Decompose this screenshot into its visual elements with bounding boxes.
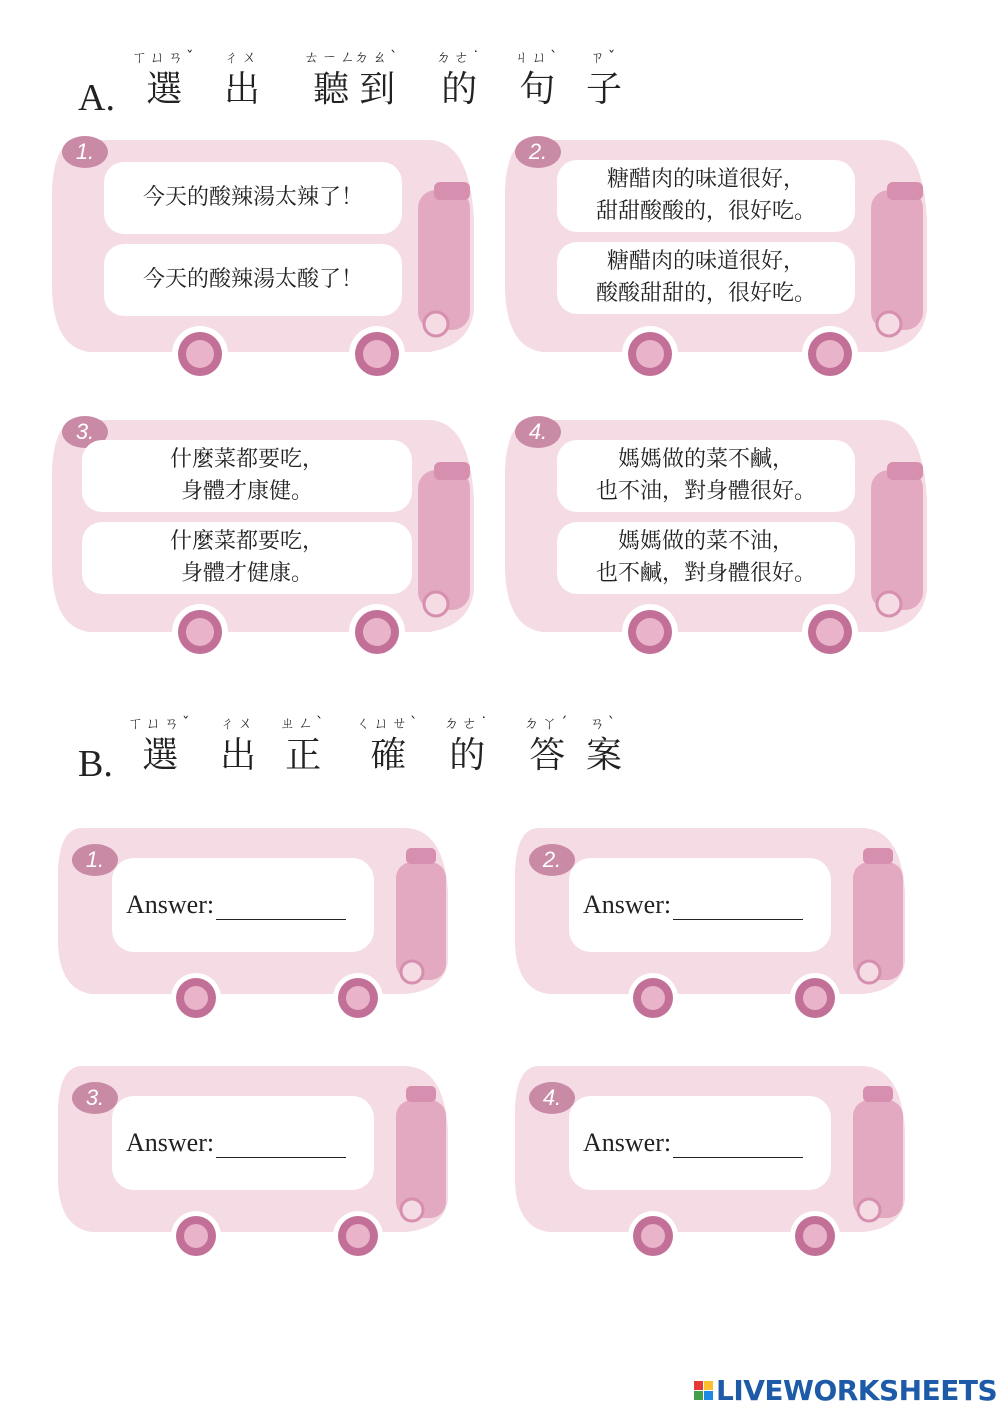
option-text: 糖醋肉的味道很好， 甜甜酸酸的，很好吃。 [595, 167, 816, 224]
question-number-badge: 1. [62, 136, 108, 168]
zhuyin: ㄉㄜ˙ [436, 48, 483, 66]
title-word [132, 46, 197, 112]
answer-card-b3 [56, 1060, 456, 1270]
option-text: 什麼菜都要吃， 身體才健康。 [169, 529, 324, 586]
zhuyin: ㄒㄩㄢˇ [132, 48, 197, 66]
option-1[interactable] [557, 160, 855, 232]
option-2[interactable] [104, 244, 402, 316]
question-number-badge: 4. [515, 416, 561, 448]
section-letter: A. [78, 77, 115, 119]
option-1[interactable] [557, 440, 855, 512]
answer-label: Answer: [126, 1128, 215, 1157]
title-word [514, 46, 561, 112]
answer-card-b4 [513, 1060, 913, 1270]
hanzi: 正 [285, 735, 322, 776]
zhuyin: ㄑㄩㄝˋ [356, 714, 421, 732]
hanzi: 選 [142, 735, 179, 776]
hanzi: 聽 [313, 69, 350, 110]
answer-box [569, 1096, 831, 1190]
title-word [586, 712, 622, 778]
answer-input[interactable] [673, 891, 803, 920]
answer-input[interactable] [216, 891, 346, 920]
zhuyin: ㄉㄠˋ [354, 48, 401, 66]
option-1[interactable] [104, 162, 402, 234]
hanzi: 出 [224, 69, 261, 110]
hanzi: 句 [519, 69, 556, 110]
hanzi: 的 [449, 735, 486, 776]
option-text: 媽媽做的菜不鹹， 也不油，對身體很好。 [595, 447, 816, 504]
option-2[interactable] [557, 242, 855, 314]
title-word [356, 712, 421, 778]
option-1[interactable] [82, 440, 412, 512]
hanzi: 的 [441, 69, 478, 110]
answer-input[interactable] [673, 1129, 803, 1158]
answer-box [112, 1096, 374, 1190]
zhuyin: ㄢˋ [589, 714, 619, 732]
liveworksheets-logo [694, 1374, 997, 1407]
option-2[interactable] [557, 522, 855, 594]
title-word [436, 46, 483, 112]
question-card-a1 [50, 130, 480, 390]
title-word [354, 46, 401, 112]
zhuyin: ㄉㄜ˙ [444, 714, 491, 732]
answer-label: Answer: [126, 890, 215, 919]
title-word [444, 712, 491, 778]
hanzi: 到 [359, 69, 396, 110]
title-word [524, 712, 571, 778]
answer-card-b2 [513, 822, 913, 1032]
hanzi: 案 [586, 735, 623, 776]
question-number-badge: 1. [72, 844, 118, 876]
hanzi: 答 [529, 735, 566, 776]
zhuyin: ㄗˇ [589, 48, 619, 66]
option-text: 媽媽做的菜不油， 也不鹹，對身體很好。 [595, 529, 816, 586]
zhuyin: ㄓㄥˋ [280, 714, 327, 732]
title-word [220, 712, 256, 778]
zhuyin: ㄊㄧㄥ [304, 48, 359, 66]
answer-box [112, 858, 374, 952]
question-number-badge: 2. [529, 844, 575, 876]
logo-text: LIVEWORKSHEETS [716, 1374, 998, 1407]
zhuyin: ㄐㄩˋ [514, 48, 561, 66]
hanzi: 選 [146, 69, 183, 110]
title-word [586, 46, 622, 112]
question-card-a4 [503, 410, 933, 670]
question-number-badge: 4. [529, 1082, 575, 1114]
section-letter: B. [78, 743, 113, 785]
option-2[interactable] [82, 522, 412, 594]
zhuyin: ㄒㄩㄢˇ [128, 714, 193, 732]
hanzi: 出 [220, 735, 257, 776]
question-number-badge: 3. [72, 1082, 118, 1114]
zhuyin: ㄔㄨ [224, 48, 261, 66]
answer-label: Answer: [583, 890, 672, 919]
hanzi: 確 [370, 735, 407, 776]
question-card-a3 [50, 410, 480, 670]
question-number-badge: 2. [515, 136, 561, 168]
answer-box [569, 858, 831, 952]
logo-mark-icon [694, 1381, 713, 1400]
title-word [224, 46, 260, 112]
answer-card-b1 [56, 822, 456, 1032]
answer-input[interactable] [216, 1129, 346, 1158]
option-text: 什麼菜都要吃， 身體才康健。 [169, 447, 324, 504]
title-word [128, 712, 193, 778]
title-word [304, 46, 358, 112]
question-number-badge: 3. [62, 416, 108, 448]
zhuyin: ㄔㄨ [220, 714, 257, 732]
option-text: 糖醋肉的味道很好， 酸酸甜甜的，很好吃。 [595, 249, 816, 306]
title-word [280, 712, 327, 778]
answer-label: Answer: [583, 1128, 672, 1157]
hanzi: 子 [586, 69, 623, 110]
option-text: 今天的酸辣湯太辣了！ [142, 185, 363, 210]
zhuyin: ㄉㄚˊ [524, 714, 571, 732]
question-card-a2 [503, 130, 933, 390]
option-text: 今天的酸辣湯太酸了！ [142, 267, 363, 292]
